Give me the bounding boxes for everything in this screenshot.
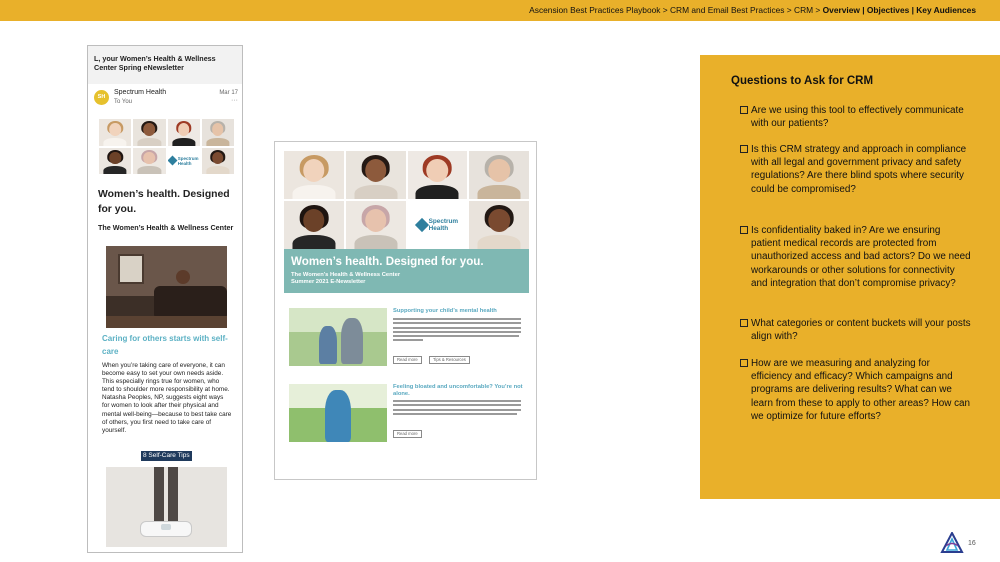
checkbox-icon — [740, 106, 748, 114]
checkbox-icon — [740, 145, 748, 153]
newsletter-article — [289, 384, 525, 446]
portrait-photo — [133, 119, 165, 146]
question-text: How are we measuring and analyzing for efficiency and efficacy? Which campaigns and programs are delivering results? What can we learn from these to apply to other areas? How can we optimize for future efforts? — [751, 358, 971, 422]
question-text: Are we using this tool to effectively communicate with our patients? — [751, 105, 964, 130]
article-title[interactable]: Feeling bloated and uncomfortable? You’re not alone. — [393, 384, 523, 397]
question-item — [740, 104, 972, 130]
portrait-photo — [346, 151, 406, 199]
portrait-photo — [346, 201, 406, 249]
logo-text: Health — [428, 225, 449, 232]
bathroom-scale-photo — [106, 467, 227, 547]
banner-title: Women’s health. Designed for you. — [291, 255, 484, 268]
checkbox-icon — [740, 226, 748, 234]
questions-title: Questions to Ask for CRM — [731, 75, 874, 87]
email-date: Mar 17 — [219, 90, 238, 96]
question-item — [740, 357, 972, 423]
article-body-text — [393, 318, 523, 344]
feature-title-link[interactable]: Caring for others starts with self-care — [102, 334, 228, 356]
parent-child-photo — [289, 308, 387, 366]
portrait-photo — [408, 151, 468, 199]
logo-text: Spectrum — [428, 218, 459, 225]
self-care-tips-button[interactable]: 8 Self-Care Tips — [143, 452, 190, 459]
article-body-text — [393, 400, 523, 417]
portrait-photo — [469, 201, 529, 249]
article-title[interactable]: Supporting your child’s mental health — [393, 308, 497, 314]
page-number: 16 — [968, 540, 976, 547]
checkbox-icon — [740, 319, 748, 327]
logo-text: Spectrum — [177, 155, 199, 161]
question-item — [740, 317, 972, 343]
question-item — [740, 143, 972, 196]
portrait-photo — [99, 148, 131, 175]
tips-resources-button[interactable]: Tips & Resources — [429, 356, 470, 364]
spectrum-health-logo — [168, 148, 200, 175]
sender-recipient: To You — [114, 99, 133, 105]
question-text: What categories or content buckets will your posts align with? — [751, 318, 971, 343]
sender-name: Spectrum Health — [114, 89, 167, 96]
center-name: The Women’s Health & Wellness Center — [98, 223, 234, 232]
spectrum-health-logo — [408, 201, 468, 249]
newsletter-photo-grid — [284, 151, 529, 249]
email-mockup — [87, 45, 243, 553]
woman-on-couch-photo — [106, 246, 227, 328]
logo-text: Health — [177, 160, 192, 166]
email-headline: Women’s health. Designed for you. — [98, 189, 230, 215]
email-subject: L, your Women’s Health & Wellness Center Spring eNewsletter — [88, 46, 242, 84]
newsletter-banner — [284, 249, 529, 293]
read-more-button[interactable]: Read more — [393, 356, 422, 364]
question-text: Is this CRM strategy and approach in compliance with all legal and government privacy and safety regulations? Are there blind spots where security could be compromised? — [751, 144, 967, 195]
email-photo-grid — [99, 119, 234, 174]
portrait-photo — [469, 151, 529, 199]
portrait-photo — [202, 148, 234, 175]
newsletter-mockup — [274, 141, 537, 480]
portrait-photo — [202, 119, 234, 146]
breadcrumb — [529, 5, 976, 15]
newsletter-article — [289, 308, 525, 370]
portrait-photo — [284, 201, 344, 249]
header-bar — [0, 0, 1000, 21]
portrait-photo — [99, 119, 131, 146]
logo-mark-icon — [415, 218, 429, 232]
bloated-woman-photo — [289, 384, 387, 442]
ascension-logo-icon — [940, 532, 964, 554]
email-sender-row — [94, 89, 238, 111]
email-body-text: When you’re taking care of everyone, it can become easy to set your own needs aside. This especially rings true for women, who tend to shoulder more responsibility at home. Natasha Peoples, NP, suggests eight ways for women to look after their physical and mental well-being—because to best take care of others, you first need to take care of yourself. — [102, 362, 232, 434]
avatar: SH — [94, 90, 109, 105]
portrait-photo — [284, 151, 344, 199]
questions-panel — [700, 55, 1000, 499]
more-icon: ··· — [231, 97, 238, 104]
question-item — [740, 224, 972, 290]
banner-center-name: The Women’s Health & Wellness Center — [291, 272, 401, 278]
breadcrumb-current[interactable]: Overview | Objectives | Key Audiences — [822, 5, 976, 15]
portrait-photo — [133, 148, 165, 175]
read-more-button[interactable]: Read more — [393, 430, 422, 438]
breadcrumb-path[interactable]: Ascension Best Practices Playbook > CRM and Email Best Practices > CRM > — [529, 5, 823, 15]
portrait-photo — [168, 119, 200, 146]
banner-subtitle — [291, 272, 522, 286]
question-text: Is confidentiality baked in? Are we ensuring patient medical records are protected from unauthorized access and bad actors? Do we need workarounds or other solutions for connectivity and integration that don’t compromise privacy? — [751, 225, 971, 289]
logo-mark-icon — [168, 156, 178, 166]
checkbox-icon — [740, 359, 748, 367]
banner-edition: Summer 2021 E-Newsletter — [291, 279, 366, 285]
